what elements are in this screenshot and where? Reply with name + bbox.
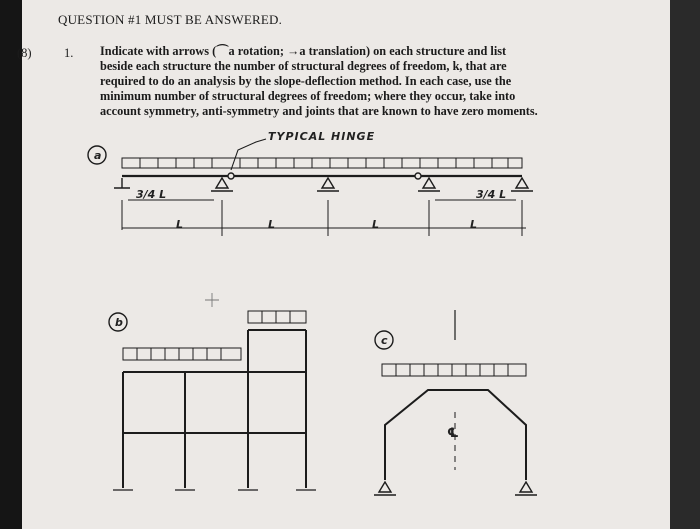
hinge-left bbox=[228, 173, 234, 179]
figure-a-label: a bbox=[94, 149, 102, 162]
frame-b bbox=[123, 330, 306, 488]
figure-b-circle bbox=[109, 313, 127, 331]
pin-support bbox=[374, 482, 396, 495]
figure-b-label: b bbox=[115, 316, 123, 329]
dim-label: 3/4 L bbox=[476, 188, 507, 201]
distributed-load-c bbox=[382, 364, 526, 376]
dim-label: L bbox=[372, 218, 380, 231]
question-line: required to do an analysis by the slope-deflection method. In each case, use the bbox=[100, 74, 512, 88]
figure-c-circle bbox=[375, 331, 393, 349]
dim-label: 3/4 L bbox=[136, 188, 167, 201]
figure-a-circle bbox=[88, 146, 106, 164]
hinge-right bbox=[415, 173, 421, 179]
pin-support bbox=[511, 178, 533, 191]
hinge-note: TYPICAL HINGE bbox=[268, 130, 376, 143]
dim-label: L bbox=[176, 218, 184, 231]
distributed-load-b2 bbox=[248, 311, 306, 323]
pin-support bbox=[418, 178, 440, 191]
centerline-symbol: ℄ bbox=[447, 426, 459, 441]
figure-c-label: c bbox=[381, 334, 388, 347]
distributed-load-a bbox=[122, 158, 522, 168]
question-heading: QUESTION #1 MUST BE ANSWERED. bbox=[58, 12, 283, 27]
pin-support bbox=[515, 482, 537, 495]
question-line: beside each structure the number of structural degrees of freedom, k, that are bbox=[100, 59, 507, 73]
dim-label: L bbox=[470, 218, 478, 231]
question-marks: (8) bbox=[17, 46, 32, 60]
question-number: 1. bbox=[64, 46, 74, 60]
pin-support bbox=[211, 178, 233, 191]
dim-label: L bbox=[268, 218, 276, 231]
question-line: Indicate with arrows (⌒a rotation; →a translation) on each structure and list bbox=[100, 44, 507, 58]
distributed-load-b1 bbox=[123, 348, 241, 360]
question-line: minimum number of structural degrees of freedom; where they occur, take into bbox=[100, 89, 516, 103]
question-line: account symmetry, anti-symmetry and joints that are known to have zero moments. bbox=[100, 104, 538, 118]
pin-support bbox=[317, 178, 339, 191]
fixed-support bbox=[114, 178, 130, 188]
